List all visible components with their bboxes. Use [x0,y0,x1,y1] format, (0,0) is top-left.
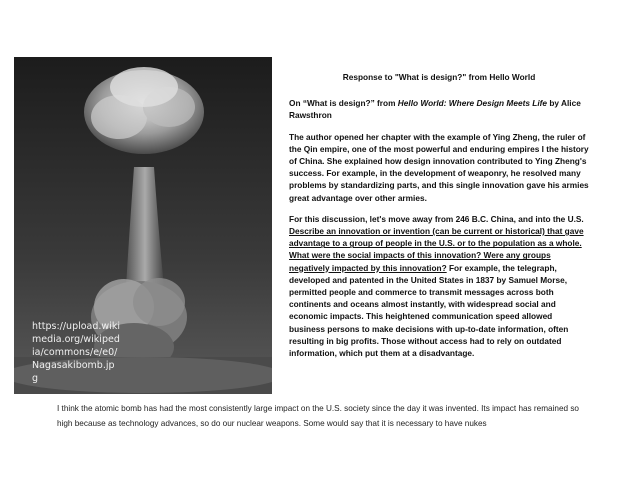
book-title: Hello World: Where Design Meets Life [397,98,548,109]
prompt-question-2: What were the social impacts of this innovation? Were any groups negatively impacted by this innovation? [289,250,551,273]
prompt-heading: Response to "What is design?" from Hello World [342,72,536,82]
assignment-prompt [289,71,589,368]
prompt-question-1: Describe an innovation or invention (can be current or historical) that gave advantage to a group of people in the U.S. or to the population as a whole. [289,226,584,249]
paragraph-discussion: For this discussion, let's move away from 246 B.C. China, and into the U.S. Describe an innovation or invention (can be current or historical) that gave advantage to a group of people in the U.S. or to the population as a whole. What were the social impacts of this innovation? Were any groups negatively impacted by this innovation? For example, the telegraph, developed and patented in the United States in 1837 by Samuel Morse, permitted people and commerce to transmit messages across both continents and oceans almost instantly, with widespread social and economic impacts. This heightened communication speed allowed business persons to make decisions with up-to-date information, often resulting in big profits. Those without access had to rely on outdated information, which put them at a disadvantage. [289,213,584,359]
student-response: I think the atomic bomb has had the most consistently large impact on the U.S. society since the day it was invented. Its impact has remained so high because as technology advances, so do our nuclear weapons. Some would say that it is necessary to have nukes [57,404,579,428]
atomic-bomb-photo [14,57,272,394]
paragraph-ying-zheng: The author opened her chapter with the example of Ying Zheng, the ruler of the Qin empire, one of the most powerful and enduring empires I the history of China. She explained how design innovation contributed to Ying Zheng's success. For example, in the development of weaponry, he resolved many problems by standardizing parts, and this single innovation gave his armies great advantage over other armies. [289,131,589,203]
intro-line: On “What is design?” from Hello World: Where Design Meets Life by Alice Rawsthron [289,98,581,121]
image-source-caption: https://upload.wikimedia.org/wikipedia/commons/e/e0/Nagasakibomb.jpg [32,321,120,384]
